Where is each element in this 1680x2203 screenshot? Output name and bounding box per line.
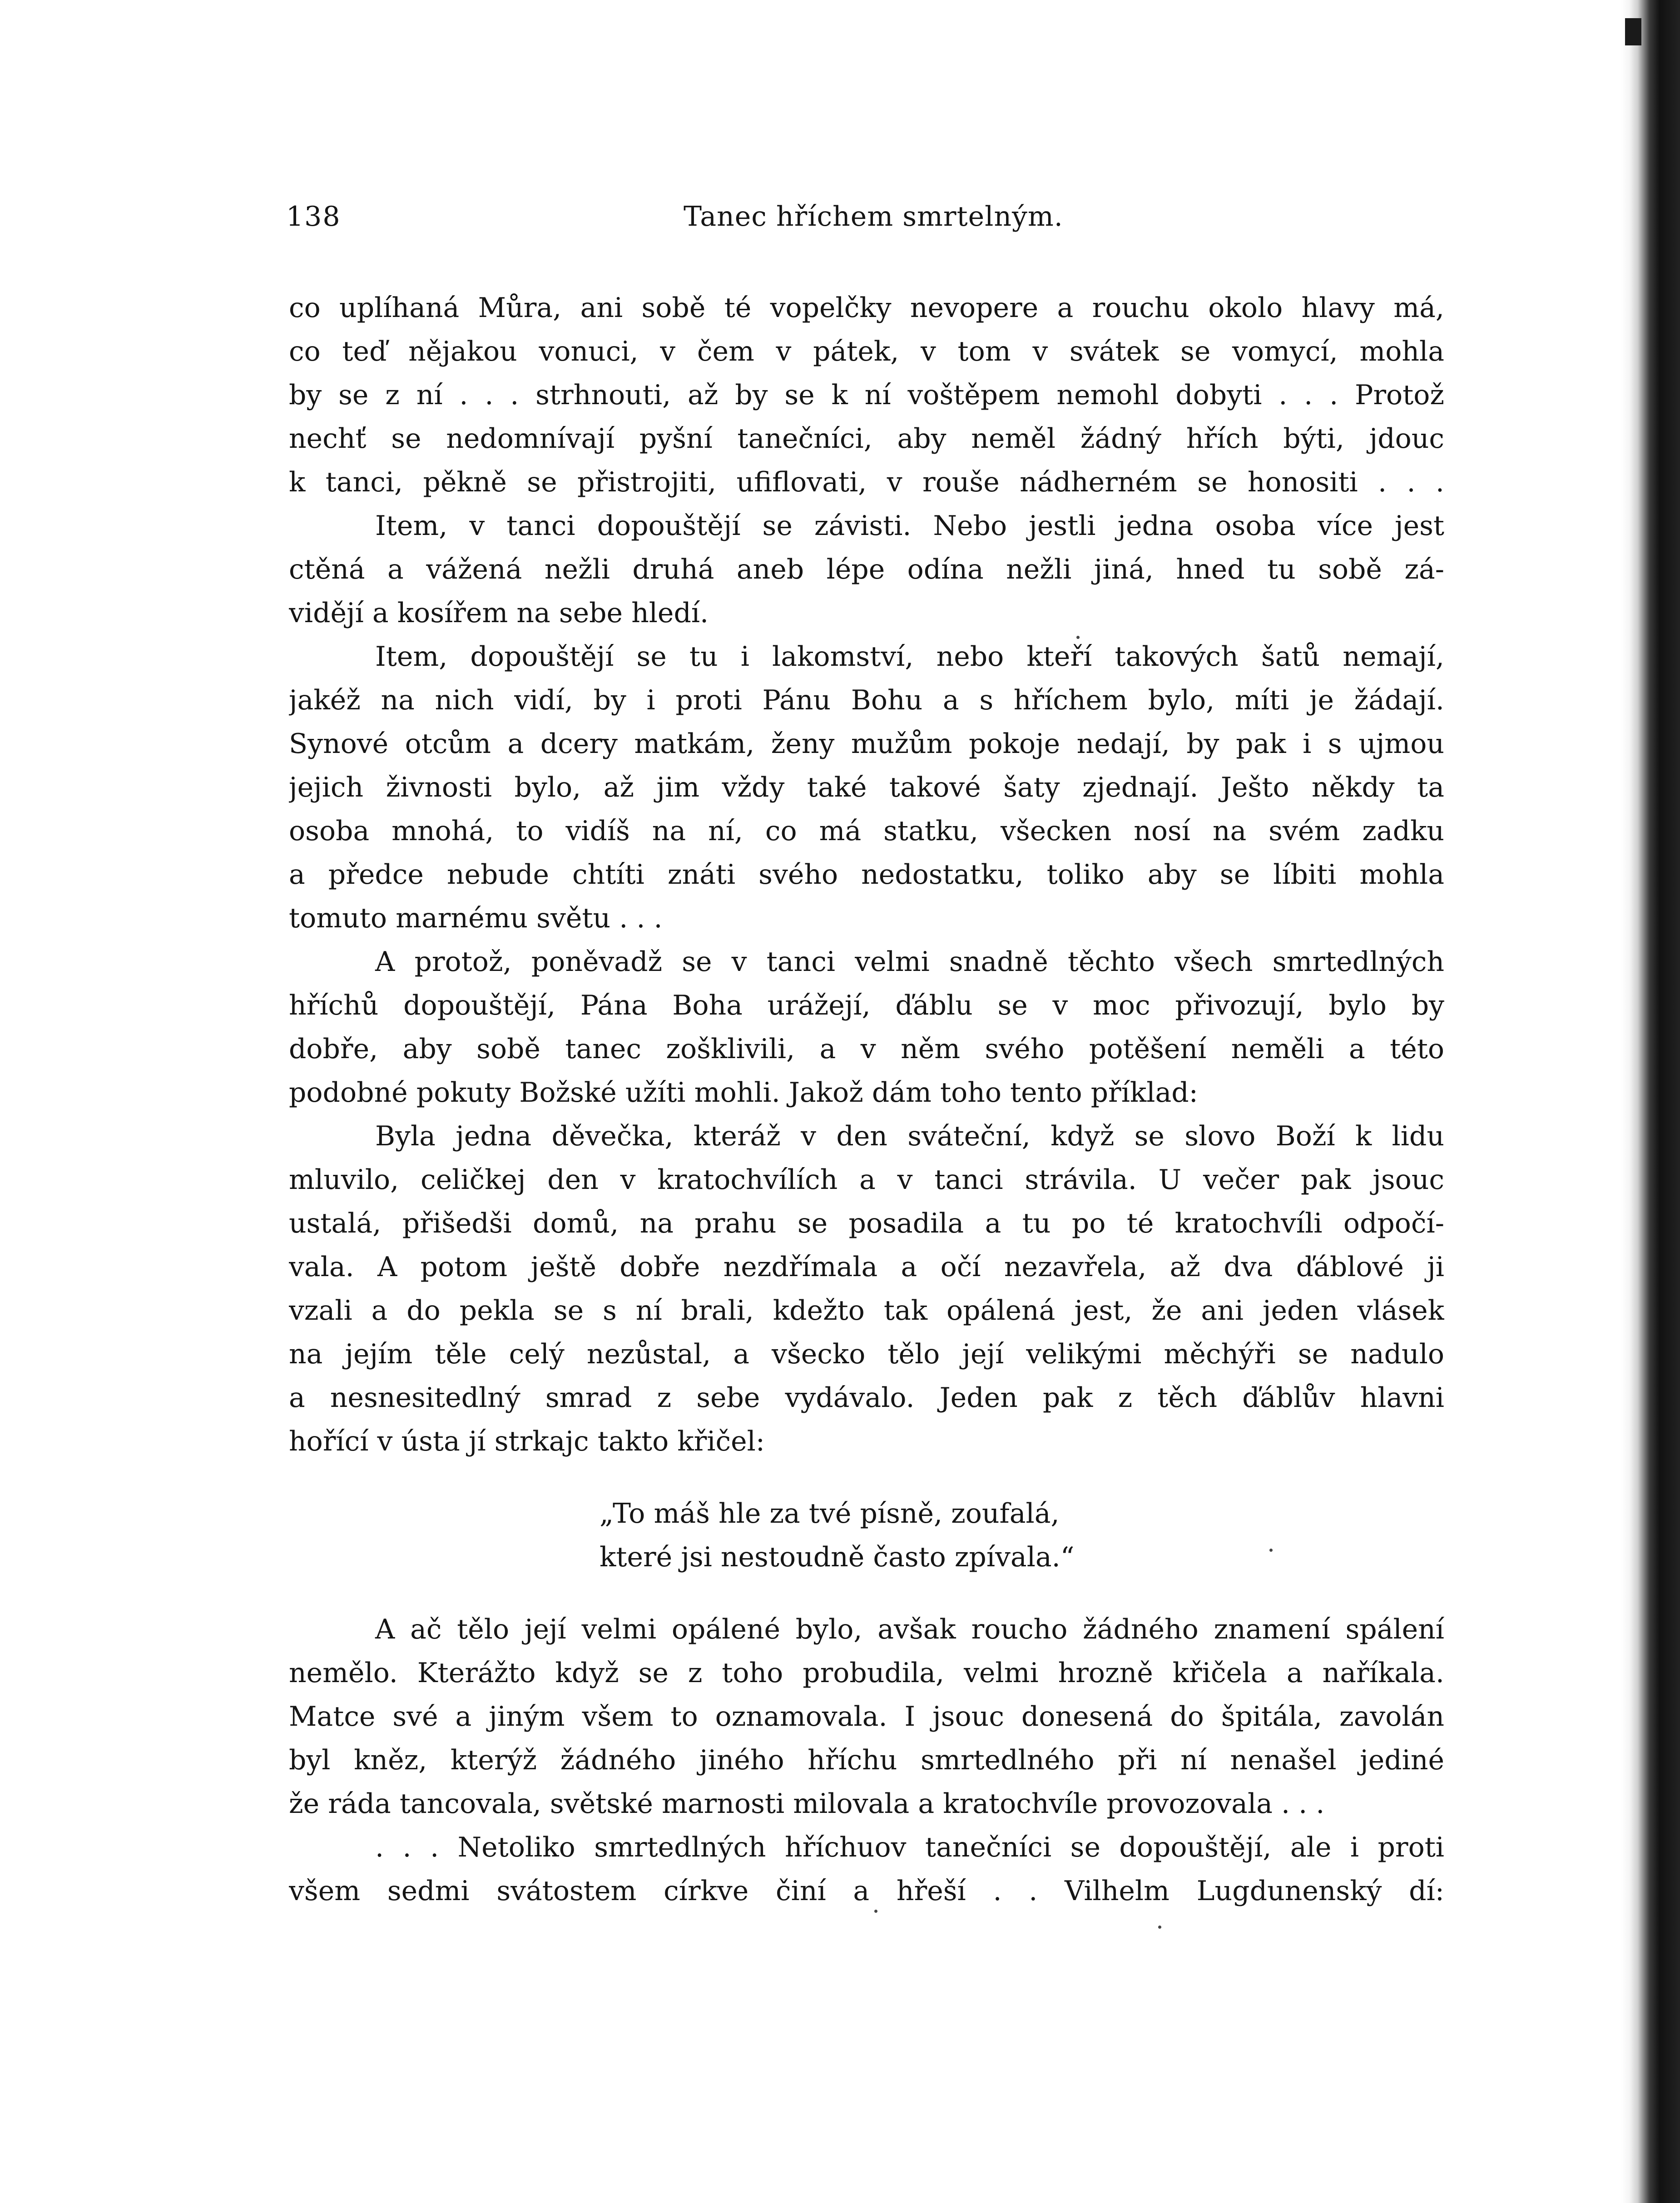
paragraph-end-line: hořící v ústa jí strkajc takto křičel: [289, 1426, 765, 1457]
paragraph-start-line: . . . Netoliko smrtedlných hříchuov tanečníci se dopouštějí, ale i proti [375, 1832, 1444, 1863]
text-line: k tanci, pěkně se přistrojiti, ufiflovati, v rouše nádherném se honositi . . . [289, 466, 1444, 498]
text-line: Synové otcům a dcery matkám, ženy mužům pokoje nedají, by pak i s ujmou [289, 728, 1444, 760]
verse-spacer [289, 1463, 1444, 1492]
text-line: na jejím těle celý nezůstal, a všecko tělo její velikými měchýři se nadulo [289, 1338, 1444, 1370]
print-speck [1076, 636, 1080, 639]
verse-spacer [289, 1579, 1444, 1608]
paragraph-start-line: A protož, poněvadž se v tanci velmi snadně těchto všech smrtedlných [375, 946, 1444, 978]
text-line: hříchů dopouštějí, Pána Boha urážejí, ďáblu se v moc přivozují, bylo by [289, 990, 1444, 1021]
text-line: ctěná a vážená nežli druhá aneb lépe odína nežli jiná, hned tu sobě zá- [289, 554, 1444, 585]
verse-line: „To máš hle za tvé písně, zoufalá, [600, 1498, 1060, 1530]
text-line: byl kněz, kterýž žádného jiného hříchu smrtedlného při ní nenašel jediné [289, 1744, 1444, 1776]
text-line: co teď nějakou vonuci, v čem v pátek, v tom v svátek se vomycí, mohla [289, 336, 1444, 367]
verse-line: které jsi nestoudně často zpívala.“ [600, 1541, 1075, 1573]
paragraph-start-line: Byla jedna děvečka, kteráž v den sváteční, když se slovo Boží k lidu [375, 1120, 1444, 1152]
paragraph-end-line: tomuto marnému světu . . . [289, 902, 663, 934]
text-line: co uplíhaná Můra, ani sobě té vopelčky nevopere a rouchu okolo hlavy má, [289, 292, 1444, 324]
page-number: 138 [286, 201, 341, 233]
text-line: mluvilo, celičkej den v kratochvílích a v tanci strávila. U večer pak jsouc [289, 1164, 1444, 1196]
text-line: by se z ní . . . strhnouti, až by se k ní voštěpem nemohl dobyti . . . Protož [289, 379, 1444, 411]
print-speck [1269, 1549, 1273, 1552]
text-line: a předce nebude chtíti znáti svého nedostatku, toliko aby se líbiti mohla [289, 859, 1444, 891]
page-edge-shadow [1621, 0, 1680, 2203]
running-title: Tanec hříchem smrtelným. [684, 201, 1063, 233]
paragraph-end-line: podobné pokuty Božské užíti mohli. Jakož dám toho tento příklad: [289, 1077, 1198, 1109]
body-text [289, 286, 1444, 1913]
text-line: vala. A potom ještě dobře nezdřímala a očí nezavřela, až dva ďáblové ji [289, 1251, 1444, 1283]
text-line: a nesnesitedlný smrad z sebe vydávalo. Jeden pak z těch ďáblův hlavni [289, 1382, 1444, 1414]
text-line: všem sedmi svátostem církve činí a hřeší . . Vilhelm Lugdunenský dí: [289, 1875, 1444, 1907]
page-edge-mark [1625, 18, 1641, 45]
paragraph-start-line: Item, dopouštějí se tu i lakomství, nebo kteří takových šatů nemají, [375, 641, 1444, 673]
text-line: dobře, aby sobě tanec zošklivili, a v něm svého potěšení neměli a této [289, 1033, 1444, 1065]
text-line: jakéž na nich vidí, by i proti Pánu Bohu a s hříchem bylo, míti je žádají. [289, 684, 1444, 716]
text-line: jejich živnosti bylo, až jim vždy také takové šaty zjednají. Ješto někdy ta [289, 772, 1444, 803]
paragraph-start-line: Item, v tanci dopouštějí se závisti. Nebo jestli jedna osoba více jest [375, 510, 1444, 542]
text-line: nechť se nedomnívají pyšní tanečníci, aby neměl žádný hřích býti, jdouc [289, 423, 1444, 455]
paragraph-end-line: že ráda tancovala, světské marnosti milovala a kratochvíle provozovala . . . [289, 1788, 1325, 1820]
text-line: vzali a do pekla se s ní brali, kdežto tak opálená jest, že ani jeden vlásek [289, 1295, 1444, 1327]
text-line: Matce své a jiným všem to oznamovala. I jsouc donesená do špitála, zavolán [289, 1701, 1444, 1733]
paragraph-end-line: vidějí a kosířem na sebe hledí. [289, 597, 709, 629]
paragraph-start-line: A ač tělo její velmi opálené bylo, avšak roucho žádného znamení spálení [375, 1614, 1444, 1645]
text-line: osoba mnohá, to vidíš na ní, co má statku, všecken nosí na svém zadku [289, 815, 1444, 847]
print-speck [874, 1910, 877, 1913]
text-line: ustalá, přišedši domů, na prahu se posadila a tu po té kratochvíli odpočí- [289, 1208, 1444, 1239]
print-speck [1158, 1926, 1161, 1929]
text-line: nemělo. Kterážto když se z toho probudila, velmi hrozně křičela a naříkala. [289, 1657, 1444, 1689]
